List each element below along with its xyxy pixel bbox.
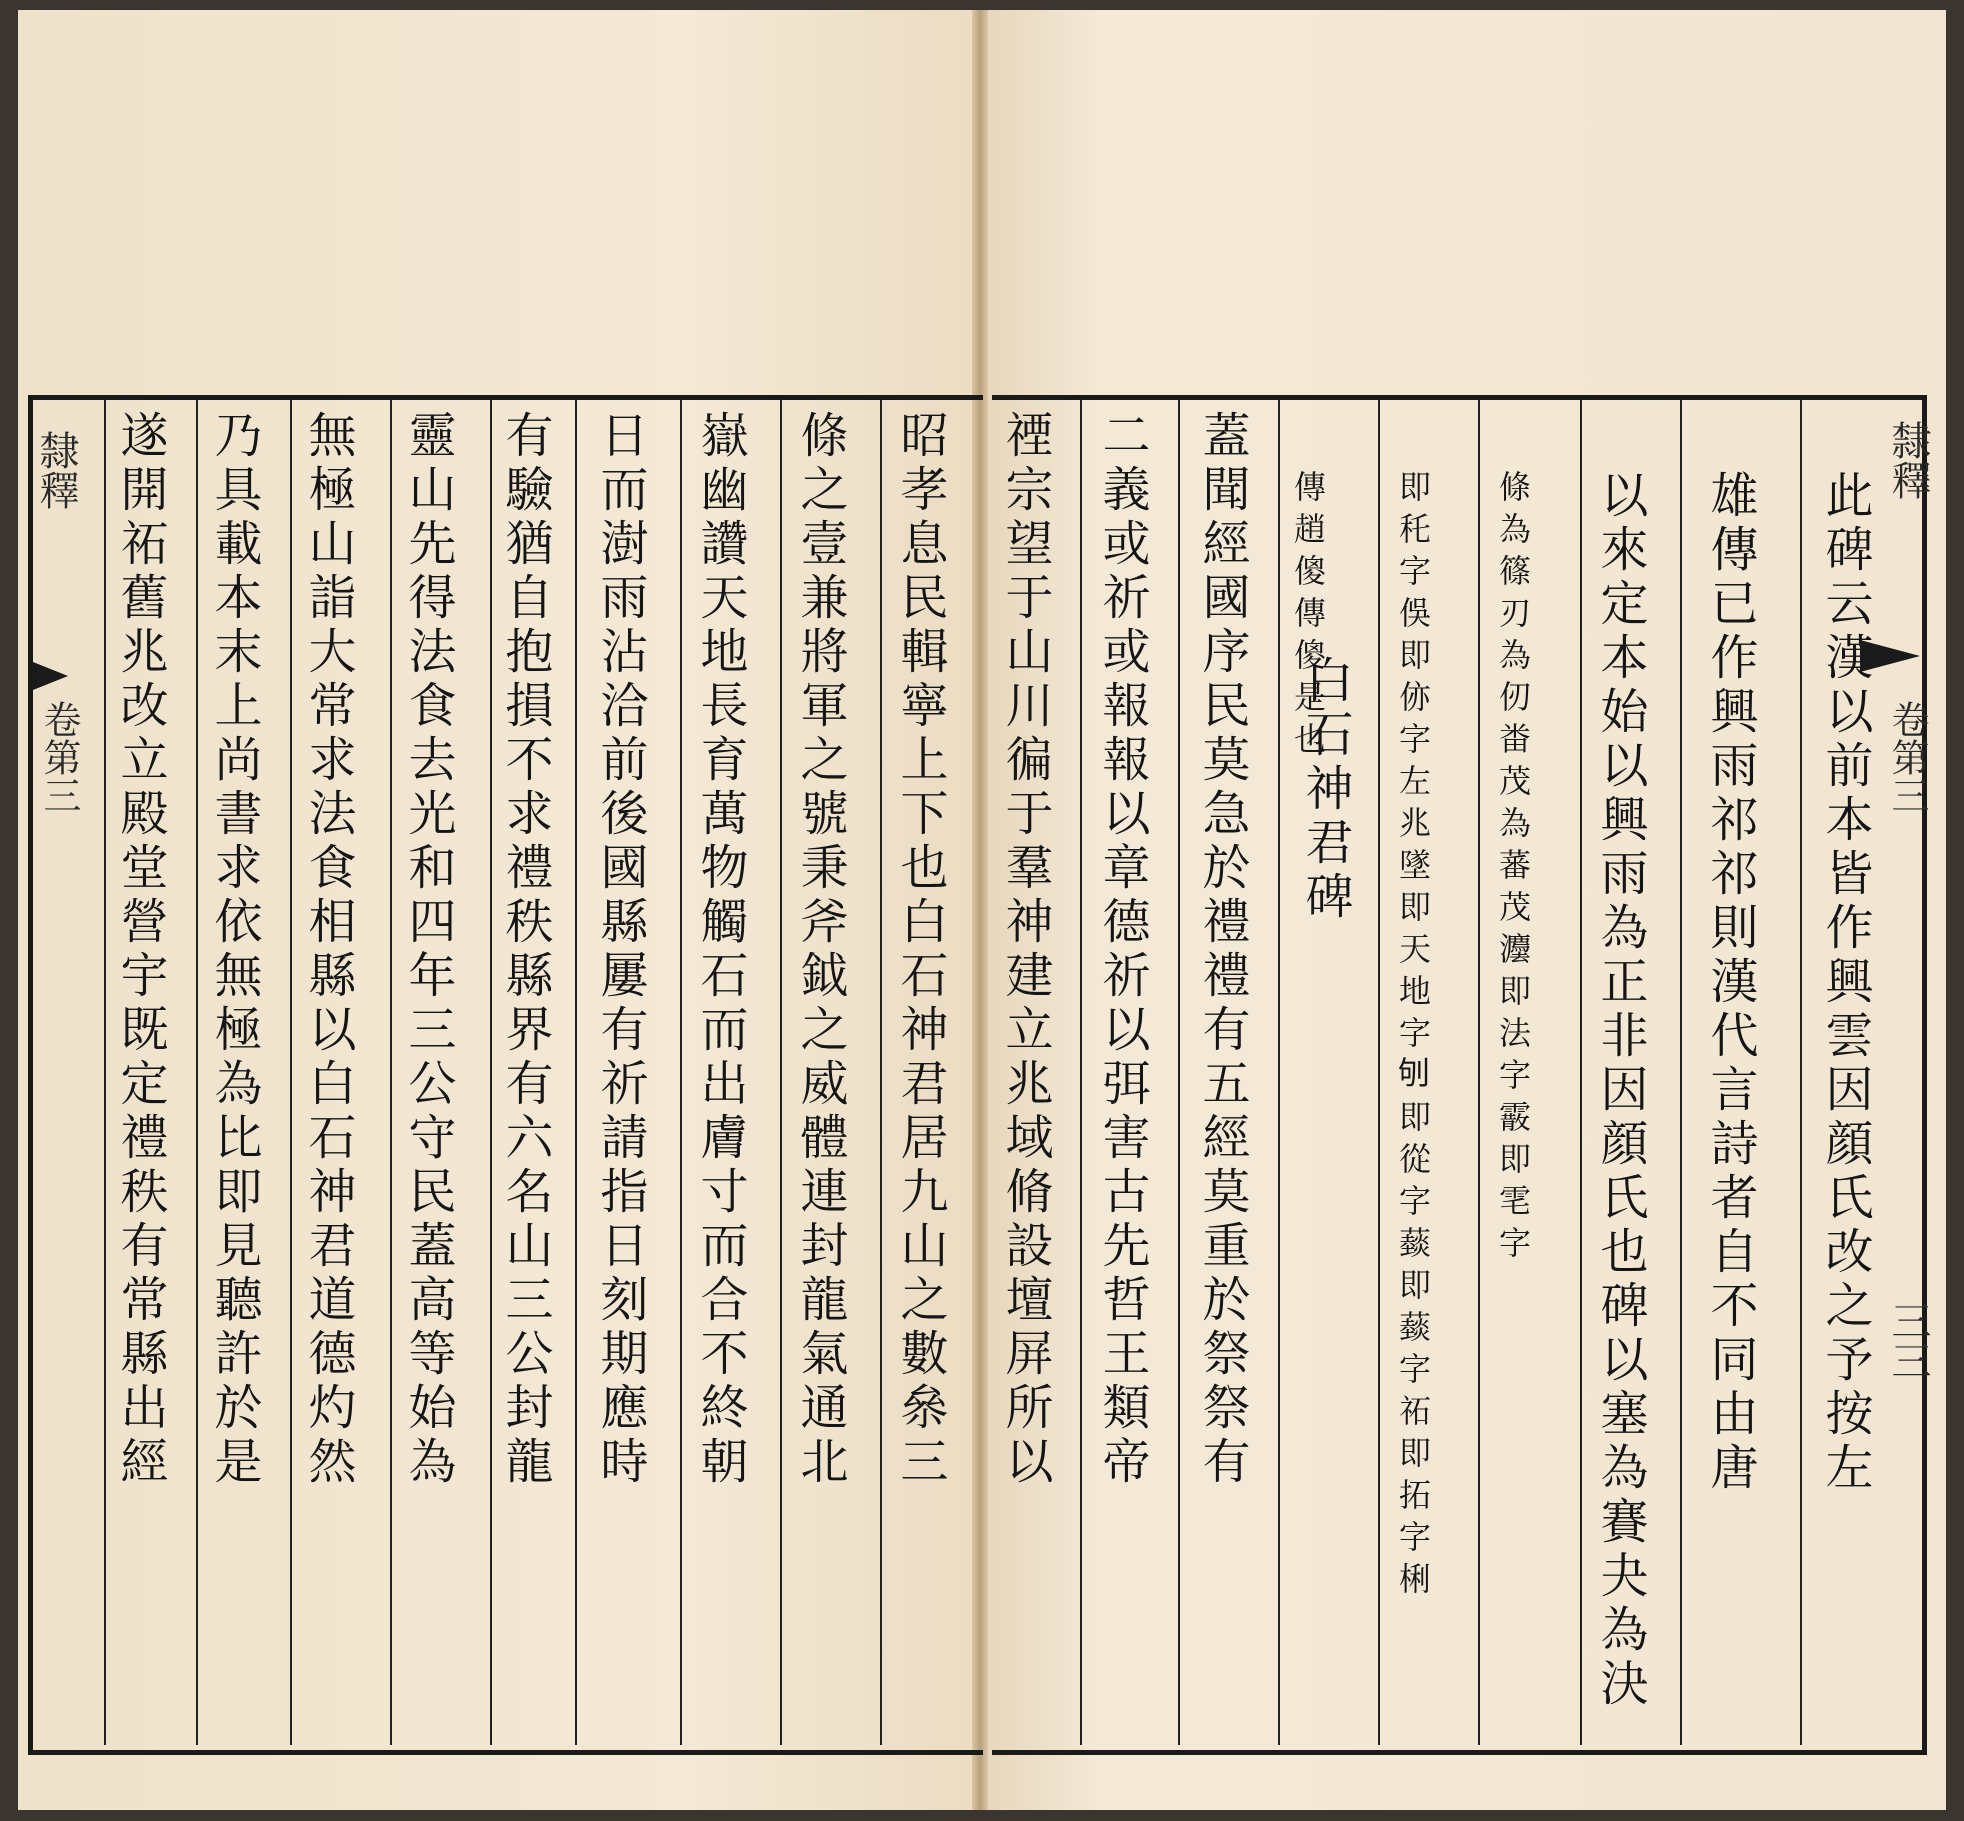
column-rule (1478, 400, 1480, 1745)
text-column: 嶽幽讚天地長育萬物觸石而出膚寸而合不終朝 (692, 410, 748, 1490)
right-margin-title: 隸釋 (1885, 420, 1931, 500)
text-column: 乃具載本末上尚書求依無極為比即見聽許於是 (206, 410, 262, 1490)
text-column: 無極山詣大常求法食相縣以白石神君道德灼然 (300, 410, 356, 1490)
text-column: 遂開祏舊兆改立殿堂營宇既定禮秩有常縣出經 (112, 410, 168, 1490)
column-rule (490, 400, 492, 1745)
left-margin-volume: 卷第三 (37, 700, 81, 814)
column-rule (575, 400, 577, 1745)
left-margin-title: 隸釋 (33, 430, 79, 510)
text-column: 以來定本始以興雨為正非因顔氏也碑以塞為賽夬為決 (1592, 470, 1648, 1712)
text-column: 有驗猶自抱損不求禮秩縣界有六名山三公封龍 (497, 410, 553, 1490)
column-rule (780, 400, 782, 1745)
column-rule (1580, 400, 1582, 1745)
annotation-column: 傳趙傻傳傻是也 (1289, 470, 1327, 764)
annotation-column: 條為篠刃為仞畨茂為蕃茂灋即法字霰即䨋字 (1494, 470, 1532, 1268)
column-rule (880, 400, 882, 1745)
text-column: 蓋聞經國序民莫急於禮禮有五經莫重於祭祭有 (1194, 410, 1250, 1490)
section-title: 白石神君碑 (1297, 655, 1353, 925)
fish-tail-mark (1860, 640, 1920, 672)
column-rule (1680, 400, 1682, 1745)
fish-tail-mark (28, 660, 68, 692)
column-rule (1800, 400, 1802, 1745)
column-rule (196, 400, 198, 1745)
text-column: 靈山先得法食去光和四年三公守民蓋高等始為 (400, 410, 456, 1490)
text-column: 日而澍雨沾洽前後國縣屢有祈請指日刻期應時 (592, 410, 648, 1490)
page-number: 三三 (1885, 1300, 1931, 1380)
text-column: 條之壹兼將軍之號秉斧鉞之威體連封龍氣通北 (792, 410, 848, 1490)
column-rule (104, 400, 106, 1745)
text-column: 雄傳已作興雨祁祁則漢代言詩者自不同由唐 (1702, 470, 1758, 1496)
column-rule (1278, 400, 1280, 1745)
column-rule (680, 400, 682, 1745)
column-rule (1178, 400, 1180, 1745)
text-column: 二義或祈或報報以章德祈以弭害古先哲王類帝 (1094, 410, 1150, 1490)
text-column: 此碑云漢以前本皆作興雲因顔氏改之予按左 (1817, 470, 1873, 1496)
column-rule (390, 400, 392, 1745)
annotation-column: 即秅字俁即㑊字左兆墜即天地字𠛎即從字䕭即䕭字祏即拓字梸 (1394, 470, 1432, 1604)
text-column: 禋宗望于山川徧于羣神建立兆域脩設壇屏所以 (997, 410, 1053, 1490)
text-column: 昭孝息民輯寧上下也白石神君居九山之數㕘三 (892, 410, 948, 1490)
right-margin-volume: 卷第三 (1885, 700, 1929, 814)
column-rule (1080, 400, 1082, 1745)
column-rule (290, 400, 292, 1745)
column-rule (1378, 400, 1380, 1745)
